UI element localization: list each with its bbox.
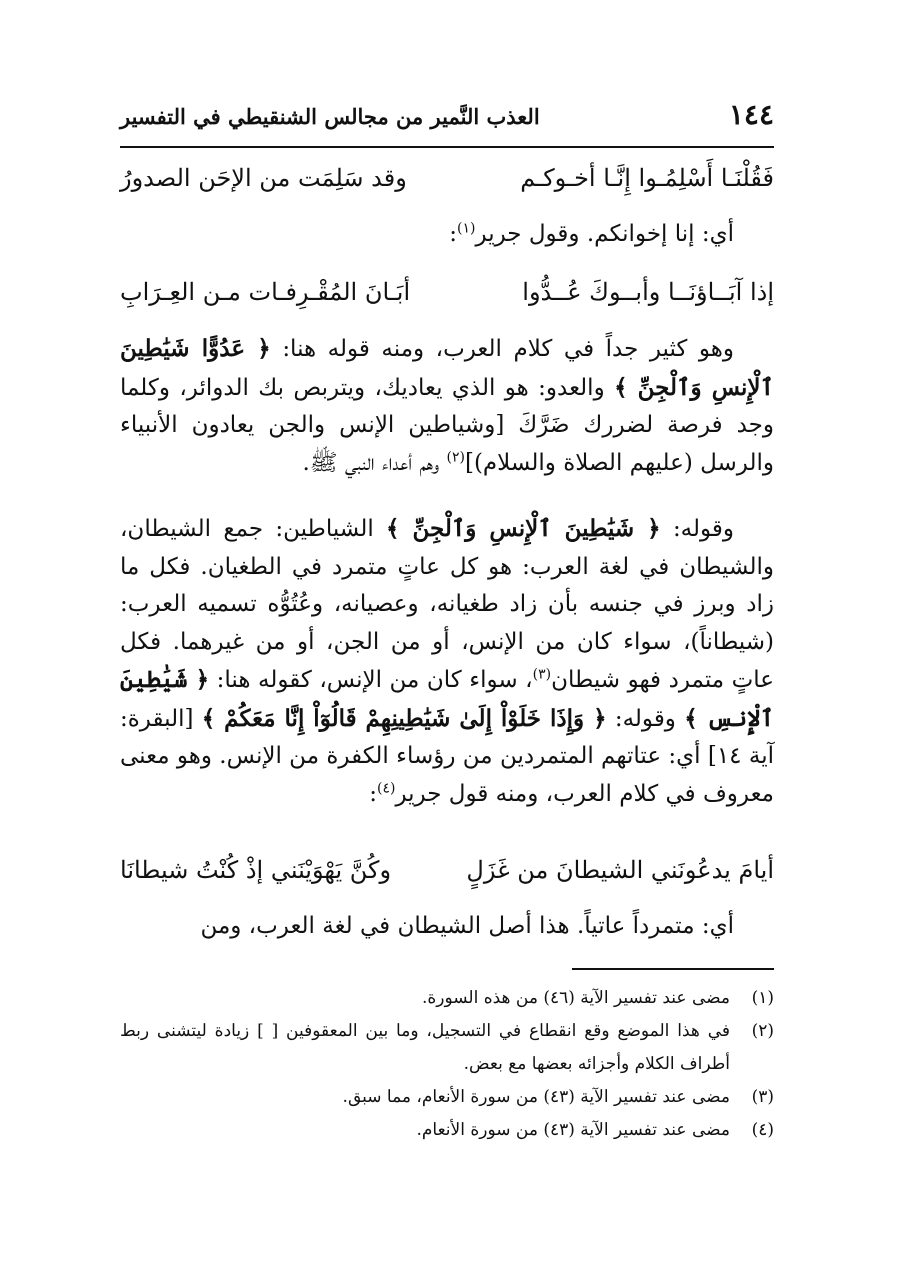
verse-1-second-hemistich: وقد سَلِمَت من الإحَن الصدورُ bbox=[120, 164, 407, 192]
quran-quote-2: ﴿ شَيَٰطِينَ ٱلْإِنسِ وَٱلْجِنِّ ﴾ bbox=[386, 515, 661, 542]
explanation-line-1 bbox=[120, 216, 774, 254]
footnote-number: (٤) bbox=[751, 1120, 774, 1140]
footnote-number: (٣) bbox=[751, 1087, 774, 1107]
colon: : bbox=[369, 780, 377, 807]
header-rule bbox=[120, 146, 774, 148]
verse-3-first-hemistich: أيامَ يدعُونَني الشيطانَ من غَزَلٍ bbox=[466, 856, 774, 884]
footnote-marker-1: (١) bbox=[457, 220, 476, 237]
paragraph-1-text-c: وهم أعداء النبي ﷺ. bbox=[302, 449, 440, 476]
footnotes bbox=[120, 982, 774, 1147]
footnote-text: مضى عند تفسير الآية (٤٣) من سورة الأنعام. bbox=[416, 1120, 730, 1140]
poetry-verse-3 bbox=[120, 856, 774, 896]
paragraph-2-text-d: وقوله: bbox=[614, 705, 676, 732]
verse-2-first-hemistich: إذا آبَــاؤنَــا وأبــوكَ عُــدُّوا bbox=[522, 278, 774, 306]
footnote-separator bbox=[572, 968, 774, 970]
footnote-number: (١) bbox=[751, 988, 774, 1008]
page-header bbox=[120, 96, 774, 144]
page-number: ١٤٤ bbox=[728, 98, 774, 131]
verse-3-second-hemistich: وكُنَّ يَهْوَيْنَني إذْ كُنْتُ شيطانَا bbox=[120, 856, 392, 884]
paragraph-2 bbox=[120, 510, 774, 813]
quran-quote-4: ﴿ وَإِذَا خَلَوْاْ إِلَىٰ شَيَٰطِينِهِمْ قَالُوٓاْ إِنَّا مَعَكُمْ ﴾ bbox=[201, 704, 607, 732]
paragraph-2-text-e: [البقرة: آية ١٤] أي: عتاتهم المتمردين من رؤساء الكفرة من الإنس. وهو معنى معروف في كلام العرب، ومنه قول جرير bbox=[120, 705, 775, 807]
footnote-text: مضى عند تفسير الآية (٤٦) من هذه السورة. bbox=[421, 988, 730, 1008]
footnote-marker-4: (٤) bbox=[376, 779, 396, 796]
paragraph-1-text-b: والعدو: هو الذي يعاديك، ويتربص بك الدوائر، وكلما وجد فرصة لضررك ضَرَّكَ [وشياطين الإنس والجن يعادون الأنبياء والرسل (عليهم الصلاة والسلام)] bbox=[120, 374, 774, 476]
footnote-marker-3: (٣) bbox=[532, 666, 552, 683]
footnote-number: (٢) bbox=[751, 1021, 774, 1041]
paragraph-1-text-a: وهو كثير جداً في كلام العرب، ومنه قوله هنا: bbox=[282, 336, 735, 362]
paragraph-2-text-b: الشياطين: جمع الشيطان، والشيطان في لغة العرب: هو كل عاتٍ متمرد في الطغيان. فكل ما زاد وبرز في جنسه بأن زاد طغيانه، وعصيانه، وعُتُوُّه تسميه العرب: (شيطاناً)، سواء كان من الإنس، أو من الجن، أو من غيرهما. فكل عاتٍ متمرد فهو شيطان bbox=[120, 516, 774, 693]
footnote-1 bbox=[120, 982, 774, 1015]
paragraph-1 bbox=[120, 330, 774, 482]
footnote-text: مضى عند تفسير الآية (٤٣) من سورة الأنعام، مما سبق. bbox=[342, 1087, 730, 1107]
paragraph-2-text-a: وقوله: bbox=[672, 516, 735, 542]
paragraph-2-text-c: ، سواء كان من الإنس، كقوله هنا: bbox=[216, 667, 533, 693]
running-title: العذب النَّمير من مجالس الشنقيطي في التفسير bbox=[120, 104, 540, 129]
footnote-4 bbox=[120, 1114, 774, 1147]
quran-quote-3: ﴿ شَيَٰطِينَ ٱلْإِنسِ ﴾ bbox=[120, 666, 775, 732]
footnote-3 bbox=[120, 1081, 774, 1114]
poetry-verse-1 bbox=[120, 164, 774, 204]
explanation-text: أي: إنا إخوانكم. وقول جرير bbox=[475, 221, 734, 247]
verse-2-second-hemistich: أبَـانَ المُقْـرِفـات مـن العِـرَابِ bbox=[120, 278, 411, 306]
poetry-verse-2 bbox=[120, 278, 774, 318]
colon: : bbox=[449, 221, 458, 247]
paragraph-3 bbox=[120, 908, 774, 946]
paragraph-3-text: أي: متمرداً عاتياً. هذا أصل الشيطان في لغة العرب، ومن bbox=[200, 913, 734, 939]
verse-1-first-hemistich: فَقُلْنَـا أَسْلِمُـوا إِنَّـا أخـوكـم bbox=[520, 164, 774, 192]
footnote-marker-2: (٢) bbox=[446, 448, 465, 465]
footnote-text: في هذا الموضع وقع انقطاع في التسجيل، وما بين المعقوفين [ ] زيادة ليتشنى ربط أطراف الكلام وأجزائه بعضها مع بعض. bbox=[120, 1021, 730, 1074]
footnote-2 bbox=[120, 1015, 774, 1081]
quran-quote-1: ﴿ عَدُوًّا شَيَٰطِينَ ٱلْإِنسِ وَٱلْجِنِّ ﴾ bbox=[120, 335, 775, 401]
